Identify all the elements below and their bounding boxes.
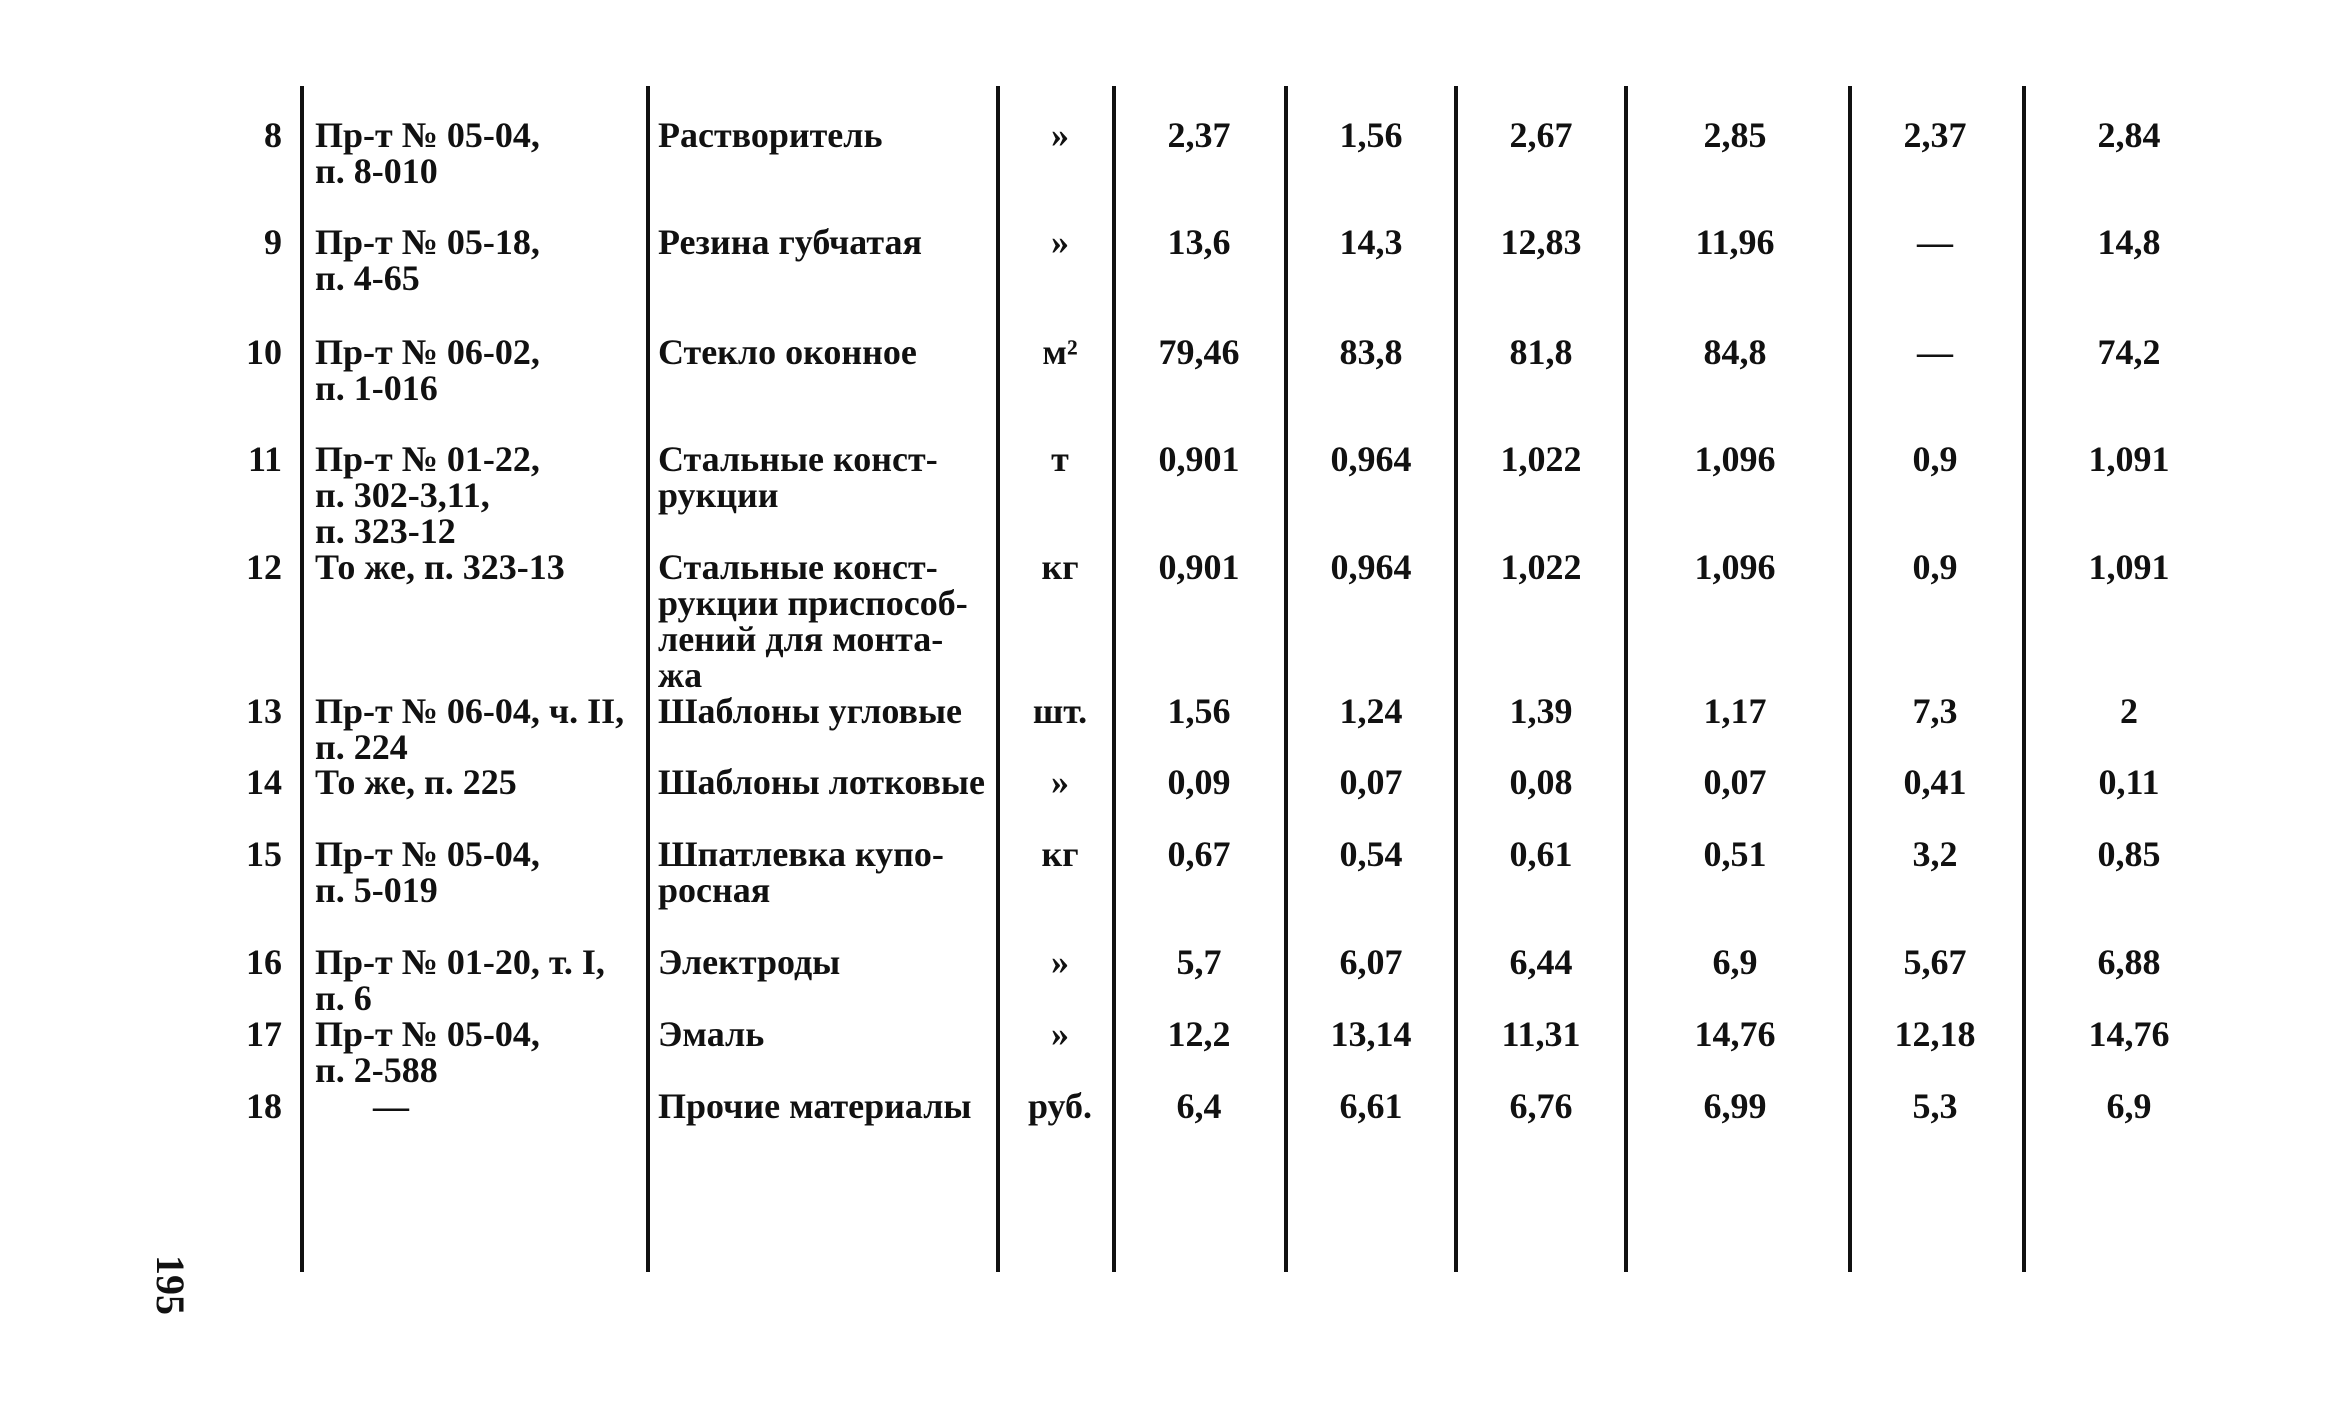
value-cell: 1,091 <box>2088 547 2170 587</box>
value-cell: 81,8 <box>1509 332 1573 372</box>
source-reference: Пр-т № 05-04, п. 2-588 <box>315 1014 540 1090</box>
value-cell: 0,54 <box>1339 834 1403 874</box>
value-cell: 6,88 <box>2097 942 2161 982</box>
value-cell: 11,31 <box>1501 1014 1581 1054</box>
value-cell: 0,9 <box>1912 439 1958 479</box>
value-cell: 0,09 <box>1167 762 1231 802</box>
material-name: Прочие материалы <box>658 1086 972 1126</box>
value-cell: 2,67 <box>1509 115 1573 155</box>
row-number: 9 <box>264 222 282 262</box>
unit: » <box>1051 222 1069 262</box>
material-name: Стальные конст- рукции приспособ- лений для монта- жа <box>658 547 968 695</box>
value-cell: 0,07 <box>1339 762 1403 802</box>
value-cell: 12,83 <box>1500 222 1582 262</box>
value-cell: 6,9 <box>2106 1086 2152 1126</box>
value-cell: 14,76 <box>1694 1014 1776 1054</box>
value-cell: 0,964 <box>1330 547 1412 587</box>
value-cell: 6,07 <box>1339 942 1403 982</box>
value-cell: 2,37 <box>1903 115 1967 155</box>
row-number: 8 <box>264 115 282 155</box>
value-cell: 1,39 <box>1509 691 1573 731</box>
material-name: Эмаль <box>658 1014 765 1054</box>
value-cell: 1,091 <box>2088 439 2170 479</box>
row-number: 15 <box>246 834 282 874</box>
value-cell: 7,3 <box>1912 691 1958 731</box>
material-name: Стекло оконное <box>658 332 917 372</box>
unit: » <box>1051 115 1069 155</box>
value-cell: 11,96 <box>1695 222 1775 262</box>
value-cell: 0,85 <box>2097 834 2161 874</box>
value-cell: 0,08 <box>1509 762 1573 802</box>
value-cell: 0,901 <box>1158 547 1240 587</box>
source-reference: Пр-т № 05-04, п. 8-010 <box>315 115 540 191</box>
value-cell: 2 <box>2120 691 2138 731</box>
row-number: 10 <box>246 332 282 372</box>
value-cell: 74,2 <box>2097 332 2161 372</box>
value-cell: 14,8 <box>2097 222 2161 262</box>
source-reference: Пр-т № 01-20, т. I, п. 6 <box>315 942 605 1018</box>
value-cell: 1,56 <box>1167 691 1231 731</box>
material-name: Шпатлевка купо- росная <box>658 834 944 910</box>
material-name: Шаблоны угловые <box>658 691 963 731</box>
column-rule <box>1284 86 1288 1272</box>
value-cell: 13,6 <box>1167 222 1231 262</box>
value-cell: 13,14 <box>1330 1014 1412 1054</box>
material-name: Электроды <box>658 942 841 982</box>
value-cell: 1,24 <box>1339 691 1403 731</box>
source-reference: — <box>373 1086 409 1126</box>
unit: шт. <box>1032 691 1088 731</box>
value-cell: 2,84 <box>2097 115 2161 155</box>
source-reference: Пр-т № 05-04, п. 5-019 <box>315 834 540 910</box>
value-cell: 0,11 <box>2098 762 2160 802</box>
value-cell: 0,67 <box>1167 834 1231 874</box>
row-number: 12 <box>246 547 282 587</box>
unit: руб. <box>1027 1086 1093 1126</box>
unit: м² <box>1042 332 1078 372</box>
value-cell: 0,07 <box>1703 762 1767 802</box>
source-reference: Пр-т № 06-02, п. 1-016 <box>315 332 540 408</box>
unit: кг <box>1041 547 1079 587</box>
value-cell: 14,3 <box>1339 222 1403 262</box>
value-cell: 5,67 <box>1903 942 1967 982</box>
column-rule <box>1454 86 1458 1272</box>
source-reference: Пр-т № 01-22, п. 302-3,11, п. 323-12 <box>315 439 540 551</box>
row-number: 17 <box>246 1014 282 1054</box>
unit: » <box>1051 1014 1069 1054</box>
value-cell: 6,9 <box>1712 942 1758 982</box>
value-cell: 1,56 <box>1339 115 1403 155</box>
value-cell: 1,096 <box>1694 547 1776 587</box>
value-cell: 6,99 <box>1703 1086 1767 1126</box>
value-cell: 0,964 <box>1330 439 1412 479</box>
value-cell: 1,022 <box>1500 439 1582 479</box>
value-cell: 79,46 <box>1158 332 1240 372</box>
unit: т <box>1051 439 1069 479</box>
source-reference: То же, п. 225 <box>315 762 517 802</box>
value-cell: 6,76 <box>1509 1086 1573 1126</box>
value-cell: 0,61 <box>1509 834 1573 874</box>
value-cell: 0,41 <box>1903 762 1967 802</box>
value-cell: 0,901 <box>1158 439 1240 479</box>
source-reference: Пр-т № 06-04, ч. II, п. 224 <box>315 691 625 767</box>
value-cell: 6,61 <box>1339 1086 1403 1126</box>
value-cell: 1,022 <box>1500 547 1582 587</box>
value-cell: 1,17 <box>1703 691 1767 731</box>
material-name: Резина губчатая <box>658 222 922 262</box>
value-cell: 83,8 <box>1339 332 1403 372</box>
value-cell: 6,4 <box>1176 1086 1222 1126</box>
source-reference: То же, п. 323-13 <box>315 547 565 587</box>
value-cell: 1,096 <box>1694 439 1776 479</box>
row-number: 13 <box>246 691 282 731</box>
value-cell: — <box>1917 222 1953 262</box>
row-number: 16 <box>246 942 282 982</box>
row-number: 11 <box>247 439 282 479</box>
column-rule <box>1848 86 1852 1272</box>
row-number: 18 <box>246 1086 282 1126</box>
value-cell: 0,51 <box>1703 834 1767 874</box>
column-rule <box>2022 86 2026 1272</box>
row-number: 14 <box>246 762 282 802</box>
value-cell: 84,8 <box>1703 332 1767 372</box>
value-cell: 5,7 <box>1176 942 1222 982</box>
unit: » <box>1051 762 1069 802</box>
column-rule <box>300 86 304 1272</box>
value-cell: 12,18 <box>1894 1014 1976 1054</box>
material-name: Шаблоны лотковые <box>658 762 985 802</box>
value-cell: 2,85 <box>1703 115 1767 155</box>
value-cell: 0,9 <box>1912 547 1958 587</box>
unit: кг <box>1041 834 1079 874</box>
value-cell: 2,37 <box>1167 115 1231 155</box>
value-cell: 5,3 <box>1912 1086 1958 1126</box>
unit: » <box>1051 942 1069 982</box>
value-cell: — <box>1917 332 1953 372</box>
source-reference: Пр-т № 05-18, п. 4-65 <box>315 222 540 298</box>
material-name: Стальные конст- рукции <box>658 439 938 515</box>
page-number: 195 <box>148 1255 193 1315</box>
value-cell: 6,44 <box>1509 942 1573 982</box>
value-cell: 3,2 <box>1912 834 1958 874</box>
value-cell: 14,76 <box>2088 1014 2170 1054</box>
material-name: Растворитель <box>658 115 883 155</box>
column-rule <box>1624 86 1628 1272</box>
value-cell: 12,2 <box>1167 1014 1231 1054</box>
